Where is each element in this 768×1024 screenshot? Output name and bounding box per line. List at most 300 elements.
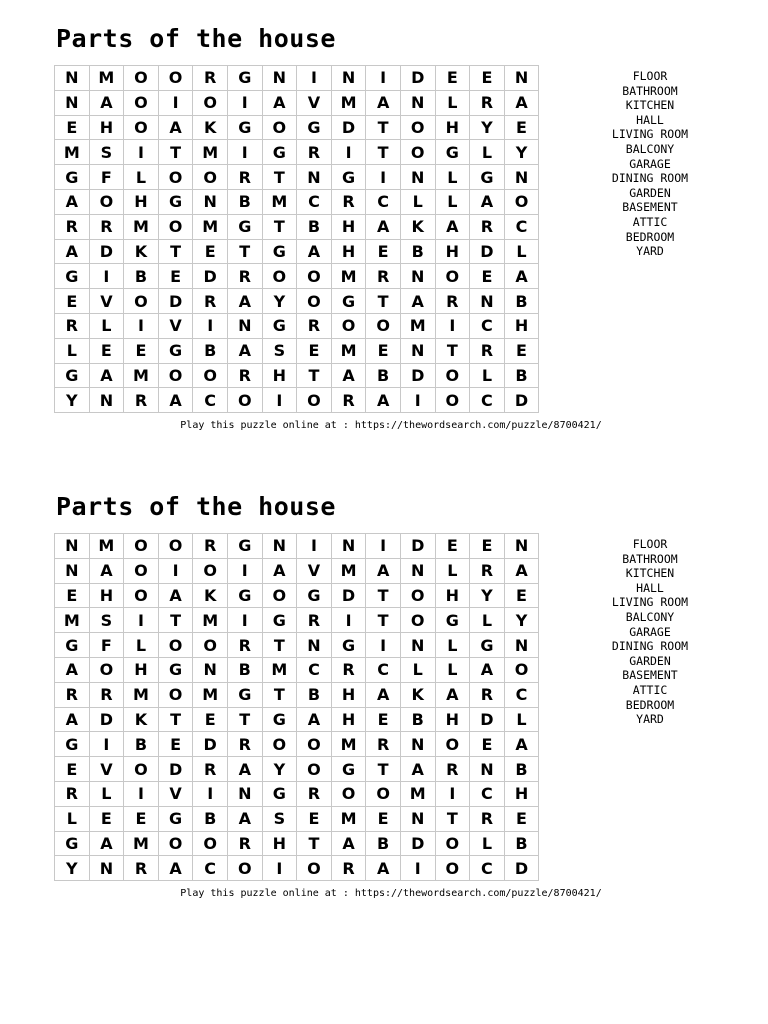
word-list-item: ATTIC (632, 682, 668, 697)
grid-cell: I (89, 264, 124, 289)
grid-cell: L (124, 165, 159, 190)
grid-cell: S (262, 338, 297, 363)
grid-cell: T (158, 140, 193, 165)
grid-cell: B (504, 289, 539, 314)
grid-cell: I (227, 140, 262, 165)
grid-cell: R (55, 214, 90, 239)
grid-cell: R (297, 781, 332, 806)
grid-cell: S (89, 608, 124, 633)
grid-cell: G (158, 189, 193, 214)
grid-cell: R (331, 856, 366, 881)
grid-cell: A (504, 732, 539, 757)
grid-cell: H (504, 781, 539, 806)
grid-cell: I (193, 781, 228, 806)
grid-cell: D (400, 831, 435, 856)
word-list (586, 537, 714, 727)
grid-cell: M (89, 66, 124, 91)
grid-cell: O (366, 313, 401, 338)
grid-cell: L (435, 558, 470, 583)
grid-cell: R (227, 363, 262, 388)
grid-row (55, 657, 539, 682)
grid-cell: D (158, 757, 193, 782)
grid-cell: A (158, 388, 193, 413)
grid-cell: H (89, 583, 124, 608)
grid-cell: B (193, 806, 228, 831)
grid-cell: I (331, 140, 366, 165)
grid-row (55, 214, 539, 239)
grid-cell: L (400, 189, 435, 214)
grid-cell: G (55, 633, 90, 658)
grid-row (55, 757, 539, 782)
grid-cell: E (55, 583, 90, 608)
grid-cell: G (435, 608, 470, 633)
grid-cell: H (435, 707, 470, 732)
grid-cell: R (227, 732, 262, 757)
grid-cell: R (331, 657, 366, 682)
grid-cell: O (89, 189, 124, 214)
word-list-item: GARAGE (629, 624, 671, 639)
grid-cell: G (262, 608, 297, 633)
grid-cell: L (435, 189, 470, 214)
grid-cell: R (193, 757, 228, 782)
grid-cell: O (435, 732, 470, 757)
grid-cell: T (366, 583, 401, 608)
grid-cell: G (331, 757, 366, 782)
grid-cell: N (193, 189, 228, 214)
grid-cell: D (400, 66, 435, 91)
grid-cell: R (435, 289, 470, 314)
grid-cell: E (124, 338, 159, 363)
grid-cell: T (297, 363, 332, 388)
grid-cell: I (435, 313, 470, 338)
grid-cell: G (470, 165, 505, 190)
grid-cell: E (435, 66, 470, 91)
grid-cell: M (331, 90, 366, 115)
grid-cell: E (504, 583, 539, 608)
grid-cell: K (124, 707, 159, 732)
grid-cell: K (400, 214, 435, 239)
grid-cell: L (435, 90, 470, 115)
grid-row (55, 831, 539, 856)
grid-cell: G (297, 115, 332, 140)
puzzle-title: Parts of the house (56, 492, 336, 521)
grid-row (55, 608, 539, 633)
grid-cell: G (262, 313, 297, 338)
puzzle-footer: Play this puzzle online at : https://thewordsearch.com/puzzle/8700421/ (180, 420, 602, 431)
grid-cell: O (227, 388, 262, 413)
grid-row (55, 682, 539, 707)
grid-cell: O (124, 66, 159, 91)
grid-cell: M (193, 682, 228, 707)
grid-cell: A (435, 214, 470, 239)
grid-cell: E (89, 338, 124, 363)
word-list-item: KITCHEN (625, 98, 675, 113)
grid-cell: H (124, 657, 159, 682)
grid-row (55, 239, 539, 264)
grid-row (55, 140, 539, 165)
grid-cell: A (89, 363, 124, 388)
grid-cell: B (504, 757, 539, 782)
grid-cell: T (158, 608, 193, 633)
grid-cell: O (124, 289, 159, 314)
grid-cell: G (55, 264, 90, 289)
grid-cell: O (331, 781, 366, 806)
grid-row (55, 534, 539, 559)
word-list-item: KITCHEN (625, 566, 675, 581)
grid-cell: I (366, 633, 401, 658)
grid-cell: C (193, 388, 228, 413)
grid-cell: L (504, 707, 539, 732)
grid-cell: N (297, 165, 332, 190)
grid-cell: H (331, 214, 366, 239)
grid-cell: C (366, 189, 401, 214)
grid-cell: G (227, 66, 262, 91)
grid-cell: O (158, 831, 193, 856)
grid-row (55, 165, 539, 190)
grid-cell: O (297, 388, 332, 413)
grid-cell: C (470, 313, 505, 338)
grid-cell: A (227, 338, 262, 363)
word-search-puzzle-2 (0, 468, 768, 928)
grid-cell: I (124, 781, 159, 806)
grid-cell: O (262, 583, 297, 608)
grid-cell: S (89, 140, 124, 165)
grid-row (55, 115, 539, 140)
grid-cell: A (55, 189, 90, 214)
grid-cell: A (366, 856, 401, 881)
grid-cell: A (158, 583, 193, 608)
grid-cell: B (504, 363, 539, 388)
grid-cell: M (331, 264, 366, 289)
grid-cell: O (158, 363, 193, 388)
grid-cell: G (435, 140, 470, 165)
grid-cell: O (124, 583, 159, 608)
grid-cell: Y (470, 115, 505, 140)
grid-cell: H (89, 115, 124, 140)
grid-cell: M (193, 608, 228, 633)
grid-row (55, 264, 539, 289)
grid-cell: O (158, 214, 193, 239)
grid-row (55, 707, 539, 732)
grid-cell: G (158, 657, 193, 682)
grid-cell: R (470, 558, 505, 583)
puzzle-footer: Play this puzzle online at : https://thewordsearch.com/puzzle/8700421/ (180, 888, 602, 899)
grid-cell: A (158, 115, 193, 140)
grid-cell: H (504, 313, 539, 338)
grid-cell: O (124, 558, 159, 583)
grid-cell: I (297, 534, 332, 559)
grid-cell: E (89, 806, 124, 831)
grid-cell: R (297, 140, 332, 165)
grid-cell: N (262, 534, 297, 559)
grid-cell: Y (55, 856, 90, 881)
grid-cell: D (331, 115, 366, 140)
grid-cell: V (158, 781, 193, 806)
grid-cell: O (193, 90, 228, 115)
grid-cell: R (55, 313, 90, 338)
grid-cell: E (55, 289, 90, 314)
grid-cell: V (297, 558, 332, 583)
grid-cell: D (193, 732, 228, 757)
grid-cell: T (262, 165, 297, 190)
word-list-item: LIVING ROOM (611, 595, 689, 610)
word-list-item: ATTIC (632, 214, 668, 229)
grid-cell: M (55, 140, 90, 165)
grid-cell: V (297, 90, 332, 115)
grid-cell: G (331, 165, 366, 190)
word-list-item: HALL (636, 580, 664, 595)
grid-cell: I (193, 313, 228, 338)
grid-cell: G (227, 583, 262, 608)
grid-cell: N (227, 781, 262, 806)
grid-cell: C (470, 388, 505, 413)
grid-cell: R (297, 608, 332, 633)
grid-cell: M (89, 534, 124, 559)
grid-cell: I (262, 388, 297, 413)
grid-cell: M (331, 732, 366, 757)
grid-cell: E (504, 806, 539, 831)
grid-cell: R (55, 781, 90, 806)
grid-cell: A (331, 831, 366, 856)
grid-cell: H (124, 189, 159, 214)
grid-cell: O (400, 583, 435, 608)
word-list-item: FLOOR (632, 537, 668, 551)
grid-cell: E (470, 264, 505, 289)
grid-cell: R (331, 388, 366, 413)
word-list-item: FLOOR (632, 69, 668, 83)
grid-cell: L (89, 313, 124, 338)
grid-cell: A (331, 363, 366, 388)
grid-cell: A (297, 239, 332, 264)
grid-cell: C (470, 781, 505, 806)
grid-cell: H (262, 363, 297, 388)
grid-cell: I (366, 165, 401, 190)
grid-cell: T (297, 831, 332, 856)
grid-cell: N (55, 534, 90, 559)
word-list-item: BEDROOM (625, 697, 675, 712)
grid-cell: I (124, 313, 159, 338)
grid-cell: I (227, 90, 262, 115)
grid-cell: O (400, 608, 435, 633)
grid-cell: O (193, 558, 228, 583)
word-list-item: BATHROOM (622, 83, 678, 98)
grid-cell: R (227, 633, 262, 658)
grid-cell: N (504, 534, 539, 559)
grid-cell: G (227, 534, 262, 559)
grid-cell: O (297, 856, 332, 881)
grid-cell: K (124, 239, 159, 264)
grid-cell: A (89, 90, 124, 115)
grid-cell: F (89, 633, 124, 658)
grid-cell: D (89, 707, 124, 732)
grid-cell: R (297, 313, 332, 338)
word-list-item: YARD (636, 712, 664, 727)
grid-cell: E (366, 338, 401, 363)
grid-cell: O (158, 66, 193, 91)
grid-cell: D (400, 534, 435, 559)
grid-cell: I (400, 856, 435, 881)
grid-cell: O (400, 140, 435, 165)
word-list-item: BASEMENT (622, 200, 678, 215)
grid-cell: E (297, 338, 332, 363)
grid-cell: A (89, 558, 124, 583)
grid-cell: T (227, 707, 262, 732)
grid-cell: G (55, 165, 90, 190)
grid-cell: M (262, 657, 297, 682)
word-list-item: BATHROOM (622, 551, 678, 566)
grid-cell: Y (55, 388, 90, 413)
grid-cell: G (262, 707, 297, 732)
grid-cell: R (366, 732, 401, 757)
grid-cell: R (124, 388, 159, 413)
grid-cell: R (435, 757, 470, 782)
grid-cell: E (366, 239, 401, 264)
grid-cell: I (366, 66, 401, 91)
grid-cell: O (193, 831, 228, 856)
grid-cell: T (366, 289, 401, 314)
grid-cell: E (193, 707, 228, 732)
grid-cell: T (158, 707, 193, 732)
grid-cell: E (297, 806, 332, 831)
grid-cell: D (470, 707, 505, 732)
grid-cell: G (470, 633, 505, 658)
grid-cell: R (124, 856, 159, 881)
grid-cell: M (400, 313, 435, 338)
grid-cell: L (89, 781, 124, 806)
grid-cell: M (331, 338, 366, 363)
grid-cell: N (400, 90, 435, 115)
grid-cell: V (158, 313, 193, 338)
grid-row (55, 633, 539, 658)
grid-cell: I (400, 388, 435, 413)
grid-cell: O (435, 264, 470, 289)
grid-cell: O (262, 264, 297, 289)
grid-cell: E (55, 757, 90, 782)
grid-cell: R (470, 806, 505, 831)
grid-cell: O (366, 781, 401, 806)
grid-cell: H (262, 831, 297, 856)
grid-cell: O (158, 534, 193, 559)
grid-cell: D (193, 264, 228, 289)
grid-cell: M (400, 781, 435, 806)
grid-row (55, 90, 539, 115)
grid-cell: O (504, 657, 539, 682)
grid-cell: R (470, 214, 505, 239)
grid-cell: G (262, 239, 297, 264)
grid-cell: E (470, 732, 505, 757)
grid-cell: N (400, 806, 435, 831)
grid-cell: A (470, 189, 505, 214)
grid-cell: D (504, 388, 539, 413)
grid-cell: C (297, 657, 332, 682)
grid-cell: I (158, 90, 193, 115)
grid-cell: A (297, 707, 332, 732)
grid-cell: G (227, 214, 262, 239)
grid-cell: D (89, 239, 124, 264)
grid-row (55, 558, 539, 583)
grid-cell: A (366, 388, 401, 413)
grid-cell: T (262, 214, 297, 239)
grid-cell: R (470, 338, 505, 363)
grid-cell: G (158, 806, 193, 831)
grid-cell: R (470, 90, 505, 115)
grid-cell: R (193, 289, 228, 314)
grid-row (55, 583, 539, 608)
word-list (586, 69, 714, 259)
grid-cell: I (297, 66, 332, 91)
grid-cell: B (400, 707, 435, 732)
word-search-puzzle-1 (0, 0, 768, 460)
grid-cell: A (504, 264, 539, 289)
grid-cell: L (435, 657, 470, 682)
grid-cell: T (158, 239, 193, 264)
grid-cell: A (400, 757, 435, 782)
grid-cell: N (331, 534, 366, 559)
grid-cell: E (504, 338, 539, 363)
grid-cell: N (504, 633, 539, 658)
grid-cell: A (366, 90, 401, 115)
grid-cell: I (366, 534, 401, 559)
grid-cell: B (504, 831, 539, 856)
grid-cell: B (400, 239, 435, 264)
grid-cell: A (435, 682, 470, 707)
grid-cell: L (504, 239, 539, 264)
grid-cell: D (470, 239, 505, 264)
grid-cell: I (89, 732, 124, 757)
grid-cell: A (366, 558, 401, 583)
puzzle-title: Parts of the house (56, 24, 336, 53)
grid-row (55, 806, 539, 831)
grid-cell: R (89, 682, 124, 707)
word-list-item: LIVING ROOM (611, 127, 689, 142)
grid-cell: N (331, 66, 366, 91)
grid-cell: M (124, 831, 159, 856)
grid-cell: K (193, 583, 228, 608)
grid-cell: N (297, 633, 332, 658)
grid-cell: L (435, 165, 470, 190)
letter-grid (54, 65, 539, 413)
grid-cell: E (366, 806, 401, 831)
grid-row (55, 363, 539, 388)
grid-row (55, 732, 539, 757)
word-list-item: BALCONY (625, 141, 675, 156)
grid-cell: A (158, 856, 193, 881)
grid-cell: O (435, 856, 470, 881)
grid-cell: B (124, 264, 159, 289)
grid-cell: H (435, 115, 470, 140)
grid-cell: A (400, 289, 435, 314)
grid-cell: F (89, 165, 124, 190)
grid-cell: E (124, 806, 159, 831)
grid-row (55, 856, 539, 881)
grid-cell: L (470, 363, 505, 388)
grid-cell: E (504, 115, 539, 140)
grid-cell: V (89, 757, 124, 782)
grid-cell: H (331, 239, 366, 264)
grid-cell: D (331, 583, 366, 608)
grid-cell: L (470, 831, 505, 856)
grid-cell: G (262, 781, 297, 806)
grid-cell: D (400, 363, 435, 388)
grid-cell: N (55, 90, 90, 115)
grid-cell: A (262, 558, 297, 583)
grid-cell: M (124, 682, 159, 707)
grid-cell: T (366, 757, 401, 782)
grid-cell: R (55, 682, 90, 707)
grid-row (55, 289, 539, 314)
grid-cell: O (435, 388, 470, 413)
grid-cell: R (227, 831, 262, 856)
